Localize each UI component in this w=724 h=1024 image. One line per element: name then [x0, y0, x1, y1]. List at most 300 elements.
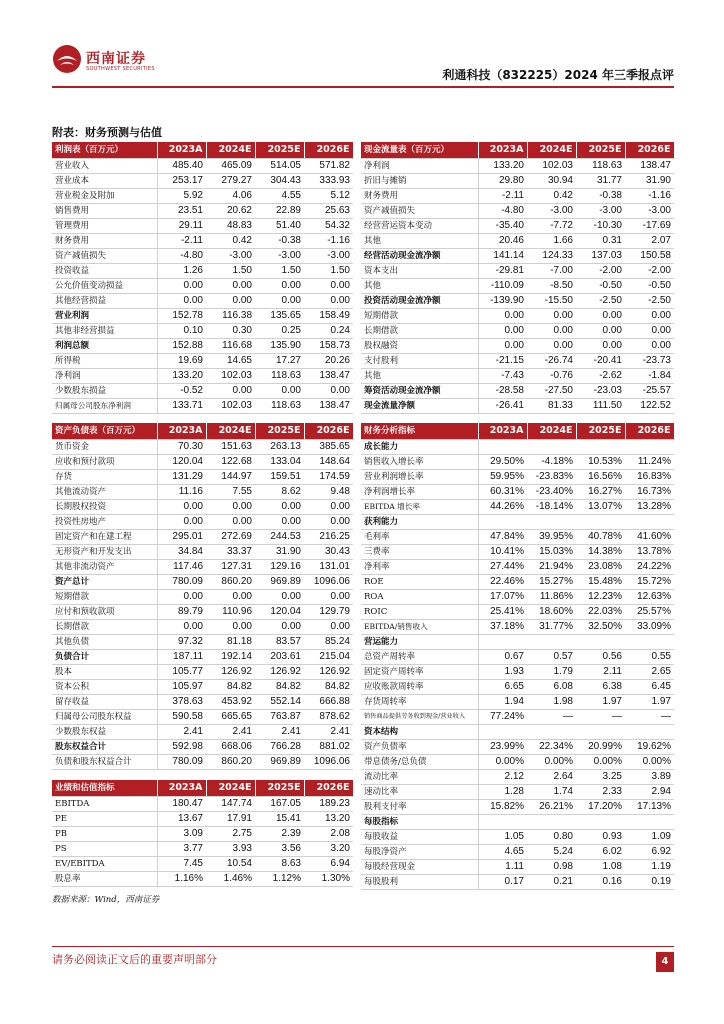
- row-value: 666.88: [304, 694, 353, 709]
- row-value: 141.14: [478, 248, 527, 263]
- year-header: 2025E: [255, 780, 304, 796]
- row-value: 0.00: [304, 514, 353, 529]
- page-number: 4: [656, 952, 674, 972]
- year-header: 2024E: [206, 780, 255, 796]
- row-label: 其他负债: [52, 634, 157, 649]
- table-row: [52, 709, 353, 724]
- row-value: -15.50: [527, 293, 576, 308]
- table-row: [361, 574, 674, 589]
- row-value: 131.01: [304, 559, 353, 574]
- row-value: 3.09: [157, 826, 206, 841]
- row-value: 7.45: [157, 856, 206, 871]
- row-value: 1.08: [576, 859, 625, 874]
- table-row: [361, 544, 674, 559]
- table-row: [52, 263, 353, 278]
- row-value: -2.62: [576, 368, 625, 383]
- table-row: [361, 589, 674, 604]
- row-value: 0.00: [157, 589, 206, 604]
- valuation-table: [52, 780, 354, 887]
- row-value: 1.94: [478, 694, 527, 709]
- row-label: 应付和预收款项: [52, 604, 157, 619]
- row-value: 2.33: [576, 784, 625, 799]
- row-value: 102.03: [206, 368, 255, 383]
- table-row: [52, 499, 353, 514]
- row-label: 投资活动现金流净额: [361, 293, 478, 308]
- year-header: 2026E: [304, 780, 353, 796]
- row-value: -1.84: [625, 368, 674, 383]
- row-value: 1.30%: [304, 871, 353, 886]
- row-value: [527, 514, 576, 529]
- year-header: 2023A: [157, 780, 206, 796]
- row-value: -0.38: [255, 233, 304, 248]
- row-value: 150.58: [625, 248, 674, 263]
- row-value: -7.72: [527, 218, 576, 233]
- row-value: 60.31%: [478, 484, 527, 499]
- row-value: 47.84%: [478, 529, 527, 544]
- row-value: 126.92: [255, 664, 304, 679]
- row-value: 189.23: [304, 796, 353, 811]
- row-label: 净利润: [52, 368, 157, 383]
- row-value: 84.82: [255, 679, 304, 694]
- row-value: 17.27: [255, 353, 304, 368]
- row-label: 每股指标: [361, 814, 478, 829]
- row-value: -27.50: [527, 383, 576, 398]
- row-value: 120.04: [157, 454, 206, 469]
- row-value: 0.19: [625, 874, 674, 889]
- row-label: 资产减值损失: [361, 203, 478, 218]
- row-value: 6.45: [625, 679, 674, 694]
- row-value: 0.00: [157, 619, 206, 634]
- row-value: 33.09%: [625, 619, 674, 634]
- row-value: [576, 724, 625, 739]
- row-value: 17.20%: [576, 799, 625, 814]
- row-value: -35.40: [478, 218, 527, 233]
- table-row: [361, 263, 674, 278]
- table-row: [361, 709, 674, 724]
- row-value: 1.50: [206, 263, 255, 278]
- row-value: 0.98: [527, 859, 576, 874]
- row-value: 0.00: [478, 308, 527, 323]
- row-value: -1.16: [625, 188, 674, 203]
- row-value: -139.90: [478, 293, 527, 308]
- row-value: 1.98: [527, 694, 576, 709]
- row-value: 0.00: [304, 589, 353, 604]
- row-value: 0.00: [255, 383, 304, 398]
- row-value: -18.14%: [527, 499, 576, 514]
- row-value: 0.00: [206, 619, 255, 634]
- row-value: [527, 724, 576, 739]
- row-value: -2.11: [157, 233, 206, 248]
- row-value: 31.77%: [527, 619, 576, 634]
- row-label: 存货周转率: [361, 694, 478, 709]
- table-row: [361, 829, 674, 844]
- row-value: 590.58: [157, 709, 206, 724]
- row-value: 14.38%: [576, 544, 625, 559]
- row-value: 120.04: [255, 604, 304, 619]
- row-label: 固定资产和在建工程: [52, 529, 157, 544]
- row-value: 19.62%: [625, 739, 674, 754]
- row-value: -7.43: [478, 368, 527, 383]
- row-value: 15.48%: [576, 574, 625, 589]
- row-value: 15.72%: [625, 574, 674, 589]
- row-value: -23.83%: [527, 469, 576, 484]
- table-row: [52, 439, 353, 454]
- row-value: 54.32: [304, 218, 353, 233]
- table-title: 资产负债表（百万元）: [52, 423, 157, 439]
- row-value: 2.11: [576, 664, 625, 679]
- row-value: -23.73: [625, 353, 674, 368]
- row-value: 3.25: [576, 769, 625, 784]
- row-value: 129.79: [304, 604, 353, 619]
- row-value: 11.86%: [527, 589, 576, 604]
- table-row: [361, 383, 674, 398]
- row-value: 10.53%: [576, 454, 625, 469]
- year-header: 2025E: [255, 142, 304, 158]
- row-value: 17.07%: [478, 589, 527, 604]
- row-value: 12.23%: [576, 589, 625, 604]
- row-value: 30.94: [527, 173, 576, 188]
- row-value: -26.74: [527, 353, 576, 368]
- logo-text-en: SOUTHWEST SECURITIES: [86, 66, 155, 72]
- row-value: 151.63: [206, 439, 255, 454]
- table-row: [361, 874, 674, 889]
- row-label: 其他: [361, 233, 478, 248]
- row-value: -3.00: [625, 203, 674, 218]
- row-label: 营运能力: [361, 634, 478, 649]
- table-row: [361, 769, 674, 784]
- row-value: 1.66: [527, 233, 576, 248]
- row-value: 1.50: [255, 263, 304, 278]
- row-value: -20.41: [576, 353, 625, 368]
- row-value: 0.00: [206, 293, 255, 308]
- row-label: EBITDA/销售收入: [361, 619, 478, 634]
- row-value: 51.40: [255, 218, 304, 233]
- row-value: 15.03%: [527, 544, 576, 559]
- row-value: 860.20: [206, 754, 255, 769]
- row-label: 销售收入增长率: [361, 454, 478, 469]
- row-label: 速动比率: [361, 784, 478, 799]
- row-label: PB: [52, 826, 157, 841]
- row-label: 资产减值损失: [52, 248, 157, 263]
- row-value: 2.41: [304, 724, 353, 739]
- row-value: 147.74: [206, 796, 255, 811]
- row-value: 111.50: [576, 398, 625, 413]
- row-value: 215.04: [304, 649, 353, 664]
- row-value: 3.77: [157, 841, 206, 856]
- row-value: 174.59: [304, 469, 353, 484]
- report-title: 利通科技（832225）2024 年三季报点评: [442, 68, 674, 82]
- table-row: [52, 218, 353, 233]
- row-value: 167.05: [255, 796, 304, 811]
- row-value: 13.78%: [625, 544, 674, 559]
- logo-text-cn: 西南证券: [86, 51, 146, 67]
- row-value: 29.11: [157, 218, 206, 233]
- row-label: 带息债务/总负债: [361, 754, 478, 769]
- table-row: [52, 353, 353, 368]
- row-value: 0.21: [527, 874, 576, 889]
- row-label: 短期借款: [52, 589, 157, 604]
- row-value: 11.24%: [625, 454, 674, 469]
- row-value: 2.65: [625, 664, 674, 679]
- row-value: 881.02: [304, 739, 353, 754]
- row-value: -110.09: [478, 278, 527, 293]
- year-header: 2024E: [206, 142, 255, 158]
- row-value: 23.51: [157, 203, 206, 218]
- row-value: 2.41: [206, 724, 255, 739]
- row-value: [625, 514, 674, 529]
- table-row: [361, 368, 674, 383]
- table-row: [361, 514, 674, 529]
- table-row: [52, 293, 353, 308]
- row-value: 0.00: [206, 499, 255, 514]
- row-value: 31.77: [576, 173, 625, 188]
- row-value: 0.00: [304, 278, 353, 293]
- row-value: 0.00: [527, 323, 576, 338]
- row-value: 97.32: [157, 634, 206, 649]
- table-row: [52, 589, 353, 604]
- row-value: 0.00%: [527, 754, 576, 769]
- row-value: -0.50: [576, 278, 625, 293]
- row-value: 133.20: [157, 368, 206, 383]
- row-value: [576, 439, 625, 454]
- row-value: -2.00: [576, 263, 625, 278]
- row-value: 485.40: [157, 158, 206, 173]
- table-row: [361, 308, 674, 323]
- footer-divider: [52, 946, 674, 947]
- row-value: 135.90: [255, 338, 304, 353]
- row-value: 37.18%: [478, 619, 527, 634]
- table-header-row: [52, 423, 353, 439]
- row-value: -10.30: [576, 218, 625, 233]
- table-row: [361, 799, 674, 814]
- row-value: -0.52: [157, 383, 206, 398]
- row-value: [478, 814, 527, 829]
- row-value: 81.18: [206, 634, 255, 649]
- row-label: 股权融资: [361, 338, 478, 353]
- row-value: 3.93: [206, 841, 255, 856]
- table-row: [361, 814, 674, 829]
- row-value: 148.64: [304, 454, 353, 469]
- row-value: 0.00: [304, 383, 353, 398]
- row-value: 4.65: [478, 844, 527, 859]
- row-value: 0.00: [576, 308, 625, 323]
- row-label: 货币资金: [52, 439, 157, 454]
- balance-sheet-table: [52, 423, 354, 770]
- row-value: 0.00: [206, 589, 255, 604]
- row-value: 15.82%: [478, 799, 527, 814]
- table-row: [52, 203, 353, 218]
- row-value: 133.04: [255, 454, 304, 469]
- row-value: 33.37: [206, 544, 255, 559]
- row-value: 304.43: [255, 173, 304, 188]
- row-value: 2.41: [157, 724, 206, 739]
- row-value: 29.50%: [478, 454, 527, 469]
- year-header: 2023A: [157, 423, 206, 439]
- row-value: 81.33: [527, 398, 576, 413]
- row-value: [527, 634, 576, 649]
- row-value: 878.62: [304, 709, 353, 724]
- table-row: [52, 559, 353, 574]
- row-value: -0.38: [576, 188, 625, 203]
- row-value: 0.00: [255, 293, 304, 308]
- table-row: [52, 188, 353, 203]
- row-value: 1.79: [527, 664, 576, 679]
- table-row: [361, 398, 674, 413]
- row-value: 26.21%: [527, 799, 576, 814]
- row-value: 0.17: [478, 874, 527, 889]
- row-value: 39.95%: [527, 529, 576, 544]
- row-label: 营业税金及附加: [52, 188, 157, 203]
- table-row: [52, 574, 353, 589]
- row-value: 1.11: [478, 859, 527, 874]
- row-value: 9.48: [304, 484, 353, 499]
- row-value: 48.83: [206, 218, 255, 233]
- row-value: 0.00%: [625, 754, 674, 769]
- row-value: 14.65: [206, 353, 255, 368]
- income-statement-table: [52, 142, 354, 414]
- table-row: [361, 529, 674, 544]
- row-value: 5.92: [157, 188, 206, 203]
- table-row: [361, 784, 674, 799]
- row-value: 665.65: [206, 709, 255, 724]
- row-value: 1.97: [576, 694, 625, 709]
- row-value: [478, 439, 527, 454]
- row-label: 净利润增长率: [361, 484, 478, 499]
- row-value: 18.60%: [527, 604, 576, 619]
- row-label: 净利润: [361, 158, 478, 173]
- row-value: 3.20: [304, 841, 353, 856]
- table-row: [361, 559, 674, 574]
- row-value: 2.12: [478, 769, 527, 784]
- year-header: 2024E: [527, 142, 576, 158]
- row-value: 1.97: [625, 694, 674, 709]
- row-label: 投资性房地产: [52, 514, 157, 529]
- row-value: 118.63: [255, 398, 304, 413]
- row-label: 其他非经营损益: [52, 323, 157, 338]
- row-label: 所得税: [52, 353, 157, 368]
- row-value: 465.09: [206, 158, 255, 173]
- table-row: [52, 529, 353, 544]
- row-value: 159.51: [255, 469, 304, 484]
- row-value: 571.82: [304, 158, 353, 173]
- row-value: 0.25: [255, 323, 304, 338]
- row-value: 969.89: [255, 574, 304, 589]
- row-value: 30.43: [304, 544, 353, 559]
- table-row: [361, 649, 674, 664]
- table-row: [52, 278, 353, 293]
- row-label: 经营活动现金流净额: [361, 248, 478, 263]
- row-label: 资本结构: [361, 724, 478, 739]
- row-value: 244.53: [255, 529, 304, 544]
- row-value: 0.56: [576, 649, 625, 664]
- table-row: [361, 439, 674, 454]
- row-value: 4.06: [206, 188, 255, 203]
- row-value: -7.00: [527, 263, 576, 278]
- row-value: 31.90: [255, 544, 304, 559]
- row-value: 0.00: [157, 514, 206, 529]
- table-row: [361, 664, 674, 679]
- row-value: 1.19: [625, 859, 674, 874]
- row-value: 12.63%: [625, 589, 674, 604]
- table-row: [361, 233, 674, 248]
- row-value: 10.54: [206, 856, 255, 871]
- row-value: 138.47: [304, 368, 353, 383]
- row-value: 0.00: [206, 514, 255, 529]
- row-value: 122.52: [625, 398, 674, 413]
- row-value: 2.39: [255, 826, 304, 841]
- row-value: 133.71: [157, 398, 206, 413]
- row-value: 0.00: [255, 589, 304, 604]
- row-label: PE: [52, 811, 157, 826]
- table-row: [52, 694, 353, 709]
- row-value: 20.46: [478, 233, 527, 248]
- row-value: 0.00: [206, 278, 255, 293]
- row-value: 180.47: [157, 796, 206, 811]
- row-value: 32.50%: [576, 619, 625, 634]
- row-value: 16.56%: [576, 469, 625, 484]
- row-value: 25.57%: [625, 604, 674, 619]
- row-value: 969.89: [255, 754, 304, 769]
- row-value: 138.47: [304, 398, 353, 413]
- row-value: 135.65: [255, 308, 304, 323]
- row-label: 销售费用: [52, 203, 157, 218]
- row-label: 投资收益: [52, 263, 157, 278]
- table-row: [361, 323, 674, 338]
- row-value: 0.00: [304, 499, 353, 514]
- row-value: -21.15: [478, 353, 527, 368]
- row-value: -2.00: [625, 263, 674, 278]
- row-value: 16.73%: [625, 484, 674, 499]
- table-row: [361, 278, 674, 293]
- row-value: 41.60%: [625, 529, 674, 544]
- financial-analysis-table: [361, 423, 675, 890]
- row-value: 118.63: [576, 158, 625, 173]
- table-header-row: [52, 142, 353, 158]
- row-label: 长期借款: [52, 619, 157, 634]
- row-value: 20.99%: [576, 739, 625, 754]
- row-value: 5.12: [304, 188, 353, 203]
- row-value: 378.63: [157, 694, 206, 709]
- row-label: 无形资产和开发支出: [52, 544, 157, 559]
- row-value: 0.00: [255, 499, 304, 514]
- row-value: 158.49: [304, 308, 353, 323]
- table-row: [52, 724, 353, 739]
- row-value: [478, 724, 527, 739]
- row-value: 514.05: [255, 158, 304, 173]
- row-value: -0.50: [625, 278, 674, 293]
- row-value: 11.16: [157, 484, 206, 499]
- row-value: 272.69: [206, 529, 255, 544]
- row-value: 780.09: [157, 574, 206, 589]
- table-row: [52, 233, 353, 248]
- row-label: 股利支付率: [361, 799, 478, 814]
- row-value: 8.63: [255, 856, 304, 871]
- row-value: 8.62: [255, 484, 304, 499]
- row-value: 385.65: [304, 439, 353, 454]
- row-value: -4.80: [157, 248, 206, 263]
- row-value: [625, 634, 674, 649]
- table-row: [52, 796, 353, 811]
- table-row: [361, 679, 674, 694]
- row-value: 0.00: [527, 308, 576, 323]
- row-value: 13.28%: [625, 499, 674, 514]
- row-label: 利润总额: [52, 338, 157, 353]
- row-value: 0.30: [206, 323, 255, 338]
- row-value: 44.26%: [478, 499, 527, 514]
- row-value: 0.00: [255, 619, 304, 634]
- year-header: 2026E: [304, 423, 353, 439]
- row-label: 少数股东损益: [52, 383, 157, 398]
